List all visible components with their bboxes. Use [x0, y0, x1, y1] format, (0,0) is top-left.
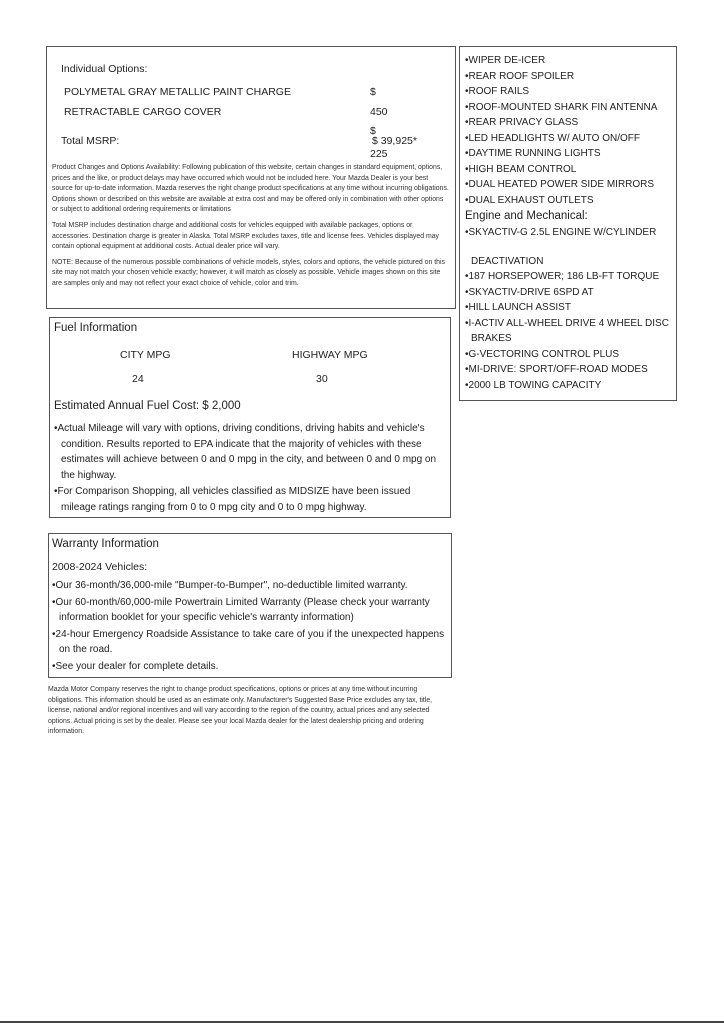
fuel-note: •For Comparison Shopping, all vehicles classified as MIDSIZE have been issued mileage ratings ranging from 0 to 0 mpg city and 0 to 0 mpg highway.	[54, 486, 411, 513]
fuel-note: •Actual Mileage will vary with options, driving conditions, driving habits and vehicle's condition. Results reported to EPA indicate that the majority of vehicles with these estimates will achieve between 0 and 0 mpg in the city, and between 0 and 0 mpg on the highway.	[54, 423, 437, 481]
warranty-box	[48, 533, 452, 678]
annual-fuel-cost: Estimated Annual Fuel Cost: $ 2,000	[54, 400, 241, 412]
pricing-disclaimers	[52, 163, 450, 295]
options-heading: Individual Options:	[61, 63, 148, 75]
warranty-item: •Our 36-month/36,000-mile "Bumper-to-Bumper", no-deductible limited warranty.	[52, 580, 408, 591]
disclaimer-paragraph: Total MSRP includes destination charge and additional costs for vehicles equipped with available packages, options or accessories. Destination charge is greater in Alaska. Total MSRP excludes taxes, title and license fees. Vehicles displayed may contain optional equipment at additional costs. Actual dealer price will vary.	[52, 221, 439, 251]
city-mpg-label: CITY MPG	[120, 349, 171, 361]
feature-line: •ROOF RAILS	[465, 86, 530, 97]
page-bottom-rule	[0, 1021, 724, 1023]
features-list	[465, 53, 669, 393]
engine-heading: Engine and Mechanical:	[465, 210, 588, 222]
option-name: POLYMETAL GRAY METALLIC PAINT CHARGE	[64, 86, 291, 98]
feature-line: •WIPER DE-ICER	[465, 55, 546, 66]
feature-line: •2000 LB TOWING CAPACITY	[465, 379, 602, 391]
feature-line: •DUAL HEATED POWER SIDE MIRRORS	[465, 179, 655, 190]
feature-line: •REAR PRIVACY GLASS	[465, 117, 579, 128]
disclaimer-paragraph: Product Changes and Options Availability: Following publication of this website, certain changes in standard equipment, options, prices and the like, or product delays may have occurred which would not be included here. Your Mazda Dealer is your best source for up-to-date information. Mazda reserves the right change product specifications at any time without incurring obligations. Options shown or described on this website are available at extra cost and may be offered only in combination with other options or subject to additional ordering requirements or limitations	[52, 164, 449, 214]
dangling-dollar: $	[370, 125, 376, 137]
fuel-title: Fuel Information	[54, 322, 138, 334]
total-msrp-value: $ 39,925*	[372, 135, 417, 147]
feature-line: •HIGH BEAM CONTROL	[465, 163, 577, 175]
warranty-item: •See your dealer for complete details.	[52, 660, 219, 672]
city-mpg-value: 24	[132, 373, 144, 385]
highway-mpg-value: 30	[316, 373, 328, 385]
pricing-box	[46, 46, 456, 309]
total-msrp-label: Total MSRP:	[61, 135, 120, 147]
feature-line: •G-VECTORING CONTROL PLUS	[465, 348, 620, 360]
option-name: RETRACTABLE CARGO COVER	[64, 106, 222, 118]
features-box	[459, 46, 677, 401]
disclaimer-paragraph: NOTE: Because of the numerous possible combinations of vehicle models, styles, colors and options, the vehicle pictured on this site may not match your chosen vehicle exactly; however, it will match as closely as possible. Vehicle images shown on this site are samples only and may not reflect your exact choice of vehicle, color and trim.	[52, 258, 445, 287]
option-price: $	[370, 86, 376, 98]
feature-line-continued: DEACTIVATION	[471, 255, 544, 267]
feature-line: •LED HEADLIGHTS W/ AUTO ON/OFF	[465, 132, 641, 144]
warranty-item: •24-hour Emergency Roadside Assistance to take care of you if the unexpected happens on the road.	[52, 628, 445, 656]
warranty-title: Warranty Information	[52, 538, 159, 550]
fuel-box	[49, 317, 451, 518]
total-msrp-extra: 225	[370, 148, 388, 160]
feature-line: •I-ACTIV ALL-WHEEL DRIVE 4 WHEEL DISC	[465, 317, 669, 329]
warranty-item: •Our 60-month/60,000-mile Powertrain Limited Warranty (Please check your warranty information booklet for your specific vehicle's warranty information)	[52, 596, 430, 624]
feature-line-continued: BRAKES	[471, 333, 512, 344]
feature-line: •ROOF-MOUNTED SHARK FIN ANTENNA	[465, 101, 658, 113]
feature-line: •187 HORSEPOWER; 186 LB-FT TORQUE	[465, 271, 660, 282]
feature-line: •HILL LAUNCH ASSIST	[465, 302, 571, 313]
feature-line: •REAR ROOF SPOILER	[465, 70, 575, 82]
feature-line: •MI-DRIVE: SPORT/OFF-ROAD MODES	[465, 364, 648, 375]
highway-mpg-label: HIGHWAY MPG	[292, 349, 368, 361]
feature-line: •SKYACTIV-G 2.5L ENGINE W/CYLINDER	[465, 227, 657, 238]
feature-line: •DUAL EXHAUST OUTLETS	[465, 194, 594, 206]
warranty-years: 2008-2024 Vehicles:	[52, 561, 148, 573]
footer-disclaimer: Mazda Motor Company reserves the right to change product specifications, options or prices at any time without incurring obligations. This information should be used as an estimate only. Manufacturer's Suggested Base Price excludes any tax, title, license, national and/or regional incentives and will vary according to the region of the country, actual prices and any selected options. Actual pricing is set by the dealer. Please see your local Mazda dealer for the latest dealership pricing and ordering information.	[48, 686, 433, 736]
feature-line: •DAYTIME RUNNING LIGHTS	[465, 148, 601, 159]
fuel-notes	[54, 421, 444, 517]
feature-line: •SKYACTIV-DRIVE 6SPD AT	[465, 286, 594, 298]
warranty-list	[52, 578, 446, 676]
option-price: 450	[370, 106, 388, 118]
